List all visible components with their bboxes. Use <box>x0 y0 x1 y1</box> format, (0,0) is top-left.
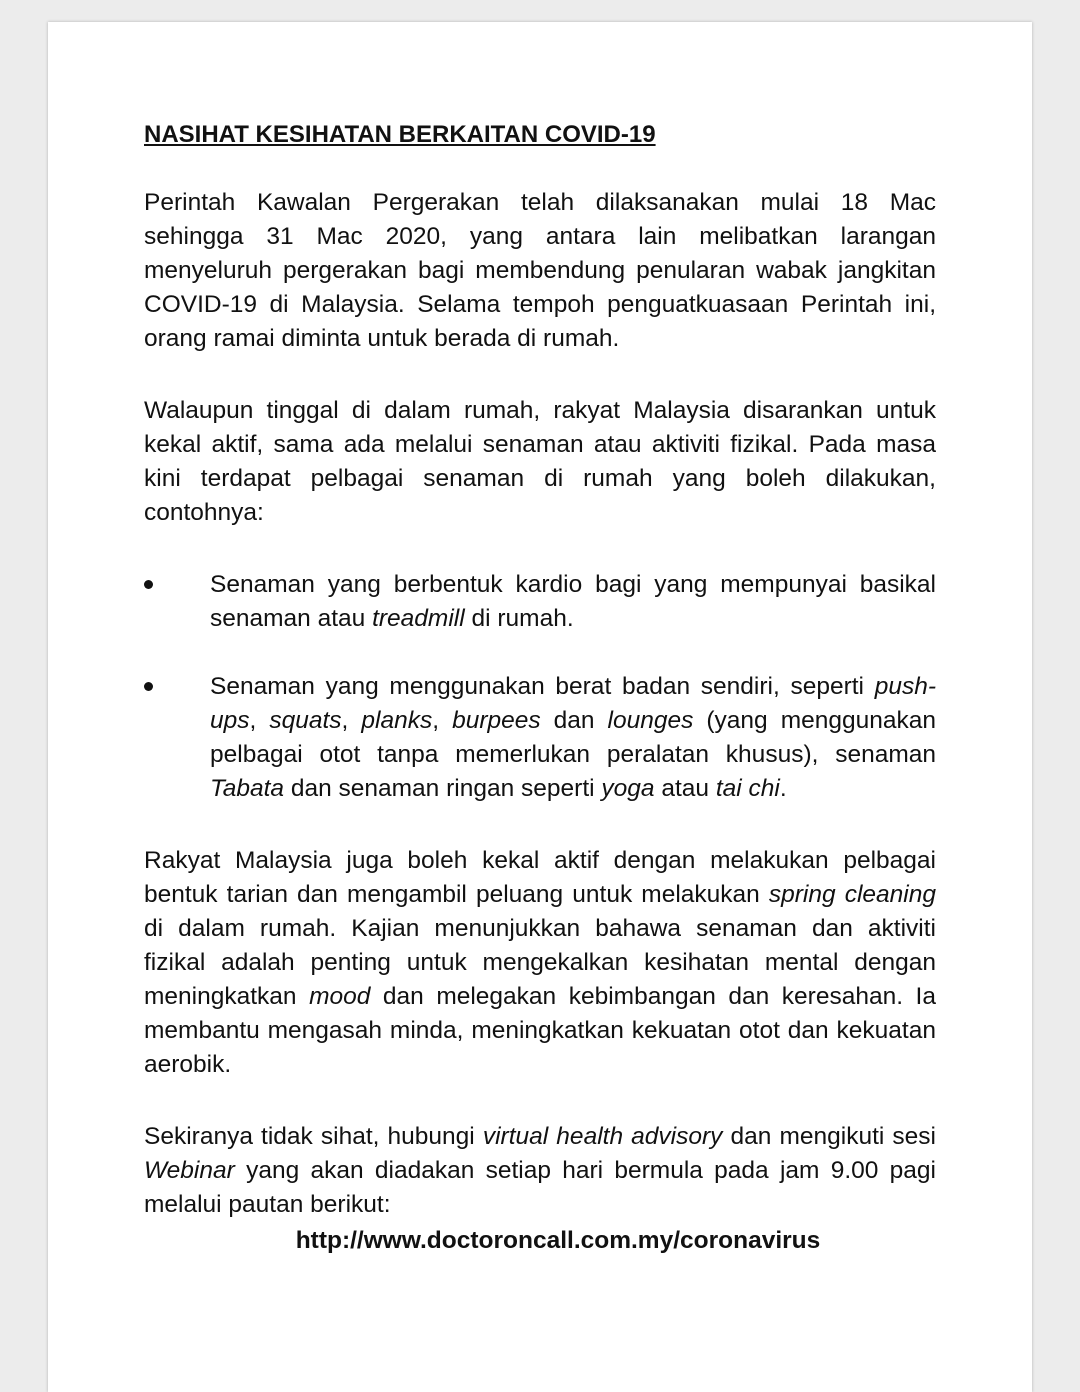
paragraph-text-italic: spring cleaning <box>768 881 936 908</box>
paragraph-text: dan mengikuti sesi <box>722 1123 937 1150</box>
list-text: dan <box>540 707 608 734</box>
bullet-icon <box>144 682 153 691</box>
list-text: (yang menggunakan pelbagai otot tanpa memerlukan peralatan khusus), senaman <box>210 707 936 768</box>
paragraph-text: dan melegakan kebimbangan dan keresahan. Ia membantu mengasah minda, meningkatkan kekuatan otot dan kekuatan aerobik. <box>144 983 936 1078</box>
paragraph-text: Sekiranya tidak sihat, hubungi <box>144 1123 483 1150</box>
document-title: NASIHAT KESIHATAN BERKAITAN COVID-19 <box>144 121 656 148</box>
bullet-icon <box>144 580 153 589</box>
list-text: . <box>779 775 787 802</box>
list-text: atau <box>654 775 716 802</box>
list-item-cardio <box>144 568 936 636</box>
webinar-link[interactable]: http://www.doctoroncall.com.my/coronavirus <box>295 1227 821 1254</box>
paragraph-text-italic: Webinar <box>144 1157 235 1184</box>
list-text: , <box>249 707 270 734</box>
paragraph-text: yang akan diadakan setiap hari bermula pada jam 9.00 pagi melalui pautan berikut: <box>144 1157 936 1218</box>
list-text-italic: treadmill <box>372 605 465 632</box>
exercise-list <box>144 568 936 806</box>
list-text-italic: yoga <box>601 775 655 802</box>
list-text-italic: push-ups <box>210 673 936 734</box>
list-text: , <box>341 707 362 734</box>
list-text: Senaman yang menggunakan berat badan sendiri, seperti <box>210 673 875 700</box>
list-text: Senaman yang berbentuk kardio bagi yang mempunyai basikal senaman atau <box>210 571 936 632</box>
paragraph-movement-control-order: Perintah Kawalan Pergerakan telah dilaksanakan mulai 18 Mac sehingga 31 Mac 2020, yang antara lain melibatkan larangan menyeluruh pergerakan bagi membendung penularan wabak jangkitan COVID-19 di Malaysia. Selama tempoh penguatkuasaan Perintah ini, orang ramai diminta untuk berada di rumah. <box>144 189 936 352</box>
paragraph-text: di dalam rumah. Kajian menunjukkan bahawa senaman dan aktiviti fizikal adalah penting untuk mengekalkan kesihatan mental dengan meningkatkan <box>144 915 936 1010</box>
paragraph-text-italic: virtual health advisory <box>482 1123 723 1150</box>
paragraph-text: Rakyat Malaysia juga boleh kekal aktif dengan melakukan pelbagai bentuk tarian dan mengambil peluang untuk melakukan <box>144 847 936 908</box>
paragraph-mental-health <box>144 844 936 1082</box>
list-text-italic: Tabata <box>210 775 285 802</box>
list-text: , <box>432 707 453 734</box>
list-text-italic: planks <box>361 707 433 734</box>
document-body <box>144 118 936 1258</box>
list-text: dan senaman ringan seperti <box>284 775 602 802</box>
list-text-italic: burpees <box>452 707 541 734</box>
paragraph-text-italic: mood <box>309 983 371 1010</box>
list-item-bodyweight <box>144 670 936 806</box>
document-page <box>48 22 1032 1392</box>
paragraph-webinar <box>144 1120 936 1222</box>
list-text-italic: squats <box>269 707 342 734</box>
paragraph-stay-active: Walaupun tinggal di dalam rumah, rakyat Malaysia disarankan untuk kekal aktif, sama ada melalui senaman atau aktiviti fizikal. Pada masa kini terdapat pelbagai senaman di rumah yang boleh dilakukan, contohnya: <box>144 397 936 526</box>
list-text-italic: lounges <box>607 707 694 734</box>
list-text: di rumah. <box>464 605 574 632</box>
list-text-italic: tai chi <box>715 775 780 802</box>
